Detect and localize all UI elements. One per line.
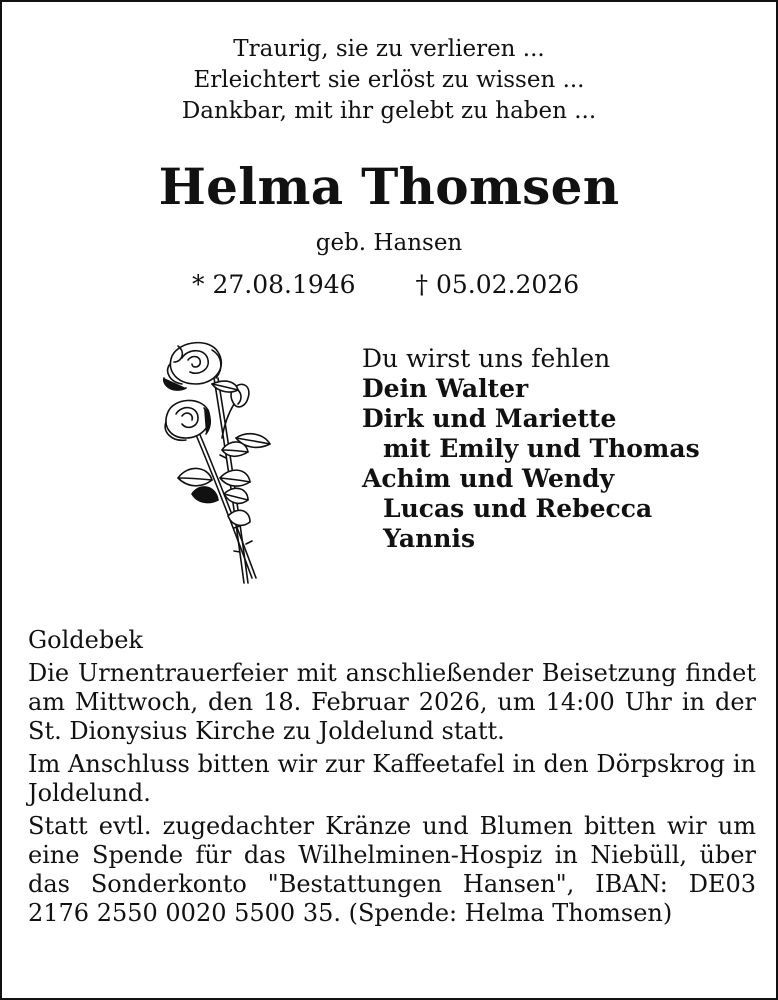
birth-date: * 27.08.1946 (192, 270, 356, 299)
mourner-line: Dein Walter (362, 374, 529, 403)
mourner-line: Dirk und Mariette (362, 404, 617, 433)
mourner-line: Achim und Wendy (362, 464, 615, 493)
memorial-quote (2, 34, 776, 127)
funeral-text: Die Urnentrauerfeier mit anschließender Beisetzung findet am Mittwoch, den 18. Februar 2026, um 14:00 Uhr in der St. Dionysius Kirche zu Joldelund statt. (28, 659, 756, 745)
death-date: † 05.02.2026 (415, 270, 580, 299)
rose-icon (152, 338, 292, 588)
place-name: Goldebek (28, 626, 143, 654)
mourners-intro: Du wirst uns fehlen (362, 344, 611, 373)
life-dates (192, 268, 579, 302)
quote-line-3: Dankbar, mit ihr gelebt zu haben ... (181, 98, 597, 124)
mourner-line: mit Emily und Thomas (383, 434, 700, 463)
quote-line-1: Traurig, sie zu verlieren ... (233, 36, 545, 62)
maiden-name: geb. Hansen (315, 230, 463, 256)
funeral-details (28, 626, 756, 930)
quote-line-2: Erleichtert sie erlöst zu wissen ... (193, 67, 585, 93)
donation-text: Statt evtl. zugedachter Kränze und Blumen bitten wir um eine Spende für das Wilhelminen-Hospiz in Niebüll, über das Sonderkonto "Bestattungen Hansen", IBAN: DE03 2176 2550 0020 5500 35. (Spende: Helma Thomsen) (28, 812, 756, 927)
mourner-line: Yannis (383, 524, 476, 553)
mourner-line: Lucas und Rebecca (383, 494, 653, 523)
reception-text: Im Anschluss bitten wir zur Kaffeetafel in den Dörpskrog in Joldelund. (28, 750, 756, 807)
mourners-list (362, 344, 700, 554)
deceased-name: Helma Thomsen (158, 157, 620, 216)
